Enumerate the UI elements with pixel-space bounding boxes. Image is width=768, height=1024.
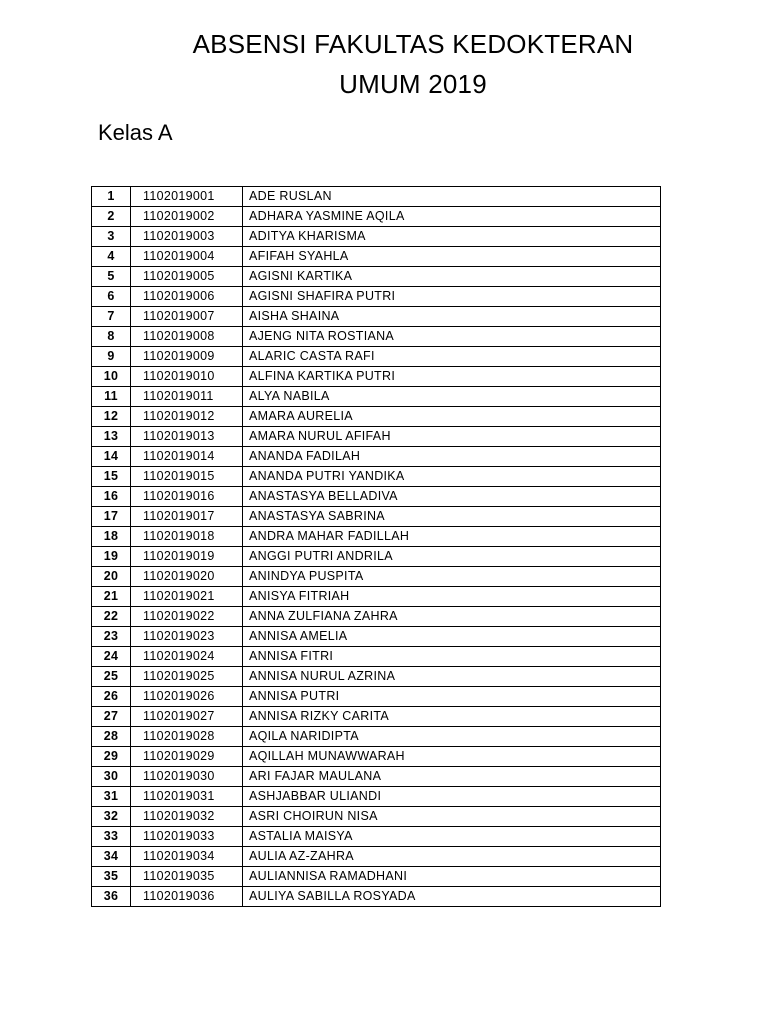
row-number: 20 bbox=[92, 567, 131, 587]
class-label: Kelas A bbox=[98, 120, 173, 145]
row-number: 8 bbox=[92, 327, 131, 347]
row-number: 16 bbox=[92, 487, 131, 507]
student-id: 1102019001 bbox=[131, 187, 243, 207]
student-name: ANINDYA PUSPITA bbox=[243, 567, 661, 587]
table-row bbox=[92, 867, 661, 887]
row-number: 17 bbox=[92, 507, 131, 527]
row-number: 5 bbox=[92, 267, 131, 287]
row-number: 19 bbox=[92, 547, 131, 567]
row-number: 14 bbox=[92, 447, 131, 467]
student-name: ANISYA FITRIAH bbox=[243, 587, 661, 607]
student-id: 1102019035 bbox=[131, 867, 243, 887]
student-name: ANNISA AMELIA bbox=[243, 627, 661, 647]
student-id: 1102019019 bbox=[131, 547, 243, 567]
row-number: 15 bbox=[92, 467, 131, 487]
student-id: 1102019008 bbox=[131, 327, 243, 347]
student-id: 1102019007 bbox=[131, 307, 243, 327]
table-row bbox=[92, 727, 661, 747]
student-id: 1102019026 bbox=[131, 687, 243, 707]
table-row bbox=[92, 687, 661, 707]
student-name: ANDRA MAHAR FADILLAH bbox=[243, 527, 661, 547]
table-row bbox=[92, 587, 661, 607]
student-name: ADE RUSLAN bbox=[243, 187, 661, 207]
table-row bbox=[92, 527, 661, 547]
row-number: 1 bbox=[92, 187, 131, 207]
table-row bbox=[92, 407, 661, 427]
student-id: 1102019016 bbox=[131, 487, 243, 507]
row-number: 13 bbox=[92, 427, 131, 447]
student-id: 1102019027 bbox=[131, 707, 243, 727]
student-name: ADITYA KHARISMA bbox=[243, 227, 661, 247]
student-id: 1102019029 bbox=[131, 747, 243, 767]
table-row bbox=[92, 567, 661, 587]
table-row bbox=[92, 467, 661, 487]
row-number: 28 bbox=[92, 727, 131, 747]
student-id: 1102019020 bbox=[131, 567, 243, 587]
attendance-table bbox=[91, 186, 661, 907]
table-row bbox=[92, 327, 661, 347]
student-name: AQILA NARIDIPTA bbox=[243, 727, 661, 747]
student-id: 1102019010 bbox=[131, 367, 243, 387]
student-id: 1102019036 bbox=[131, 887, 243, 907]
row-number: 32 bbox=[92, 807, 131, 827]
student-name: ALYA NABILA bbox=[243, 387, 661, 407]
student-id: 1102019013 bbox=[131, 427, 243, 447]
student-name: ASRI CHOIRUN NISA bbox=[243, 807, 661, 827]
table-row bbox=[92, 507, 661, 527]
student-id: 1102019022 bbox=[131, 607, 243, 627]
student-id: 1102019002 bbox=[131, 207, 243, 227]
row-number: 4 bbox=[92, 247, 131, 267]
student-id: 1102019012 bbox=[131, 407, 243, 427]
student-name: ANASTASYA SABRINA bbox=[243, 507, 661, 527]
student-name: ANANDA FADILAH bbox=[243, 447, 661, 467]
row-number: 6 bbox=[92, 287, 131, 307]
table-row bbox=[92, 207, 661, 227]
student-id: 1102019024 bbox=[131, 647, 243, 667]
row-number: 26 bbox=[92, 687, 131, 707]
table-row bbox=[92, 287, 661, 307]
table-row bbox=[92, 627, 661, 647]
student-id: 1102019034 bbox=[131, 847, 243, 867]
row-number: 11 bbox=[92, 387, 131, 407]
table-row bbox=[92, 827, 661, 847]
table-row bbox=[92, 647, 661, 667]
row-number: 18 bbox=[92, 527, 131, 547]
student-id: 1102019033 bbox=[131, 827, 243, 847]
student-name: ADHARA YASMINE AQILA bbox=[243, 207, 661, 227]
table-row bbox=[92, 767, 661, 787]
table-row bbox=[92, 267, 661, 287]
row-number: 31 bbox=[92, 787, 131, 807]
student-id: 1102019009 bbox=[131, 347, 243, 367]
row-number: 24 bbox=[92, 647, 131, 667]
student-id: 1102019031 bbox=[131, 787, 243, 807]
table-row bbox=[92, 667, 661, 687]
row-number: 25 bbox=[92, 667, 131, 687]
row-number: 12 bbox=[92, 407, 131, 427]
student-name: AMARA NURUL AFIFAH bbox=[243, 427, 661, 447]
student-name: AULIYA SABILLA ROSYADA bbox=[243, 887, 661, 907]
table-row bbox=[92, 607, 661, 627]
student-name: AQILLAH MUNAWWARAH bbox=[243, 747, 661, 767]
student-name: AULIA AZ-ZAHRA bbox=[243, 847, 661, 867]
student-name: AGISNI KARTIKA bbox=[243, 267, 661, 287]
table-row bbox=[92, 787, 661, 807]
table-row bbox=[92, 427, 661, 447]
row-number: 34 bbox=[92, 847, 131, 867]
student-name: ANNISA RIZKY CARITA bbox=[243, 707, 661, 727]
table-row bbox=[92, 847, 661, 867]
table-row bbox=[92, 447, 661, 467]
student-id: 1102019018 bbox=[131, 527, 243, 547]
table-row bbox=[92, 387, 661, 407]
table-row bbox=[92, 747, 661, 767]
student-id: 1102019032 bbox=[131, 807, 243, 827]
table-row bbox=[92, 187, 661, 207]
student-name: ALARIC CASTA RAFI bbox=[243, 347, 661, 367]
student-id: 1102019004 bbox=[131, 247, 243, 267]
student-name: ANNISA NURUL AZRINA bbox=[243, 667, 661, 687]
row-number: 27 bbox=[92, 707, 131, 727]
table-row bbox=[92, 367, 661, 387]
table-row bbox=[92, 247, 661, 267]
row-number: 23 bbox=[92, 627, 131, 647]
student-id: 1102019017 bbox=[131, 507, 243, 527]
student-name: ANNISA PUTRI bbox=[243, 687, 661, 707]
student-id: 1102019025 bbox=[131, 667, 243, 687]
student-id: 1102019021 bbox=[131, 587, 243, 607]
row-number: 21 bbox=[92, 587, 131, 607]
table-row bbox=[92, 307, 661, 327]
row-number: 36 bbox=[92, 887, 131, 907]
student-name: ASTALIA MAISYA bbox=[243, 827, 661, 847]
row-number: 2 bbox=[92, 207, 131, 227]
table-row bbox=[92, 347, 661, 367]
student-id: 1102019023 bbox=[131, 627, 243, 647]
student-id: 1102019011 bbox=[131, 387, 243, 407]
student-name: AGISNI SHAFIRA PUTRI bbox=[243, 287, 661, 307]
student-name: ANGGI PUTRI ANDRILA bbox=[243, 547, 661, 567]
document-title-line-1: ABSENSI FAKULTAS KEDOKTERAN bbox=[192, 29, 634, 59]
student-id: 1102019006 bbox=[131, 287, 243, 307]
row-number: 33 bbox=[92, 827, 131, 847]
table-row bbox=[92, 487, 661, 507]
student-name: AFIFAH SYAHLA bbox=[243, 247, 661, 267]
row-number: 22 bbox=[92, 607, 131, 627]
student-name: AJENG NITA ROSTIANA bbox=[243, 327, 661, 347]
row-number: 3 bbox=[92, 227, 131, 247]
row-number: 7 bbox=[92, 307, 131, 327]
row-number: 35 bbox=[92, 867, 131, 887]
student-name: ARI FAJAR MAULANA bbox=[243, 767, 661, 787]
table-row bbox=[92, 807, 661, 827]
student-name: AMARA AURELIA bbox=[243, 407, 661, 427]
table-row bbox=[92, 227, 661, 247]
student-id: 1102019030 bbox=[131, 767, 243, 787]
student-name: ANANDA PUTRI YANDIKA bbox=[243, 467, 661, 487]
row-number: 29 bbox=[92, 747, 131, 767]
table-row bbox=[92, 547, 661, 567]
document-title-line-2: UMUM 2019 bbox=[339, 69, 487, 99]
student-name: ANNA ZULFIANA ZAHRA bbox=[243, 607, 661, 627]
student-name: ASHJABBAR ULIANDI bbox=[243, 787, 661, 807]
row-number: 9 bbox=[92, 347, 131, 367]
row-number: 30 bbox=[92, 767, 131, 787]
student-name: AISHA SHAINA bbox=[243, 307, 661, 327]
student-name: ANASTASYA BELLADIVA bbox=[243, 487, 661, 507]
table-row bbox=[92, 707, 661, 727]
student-name: ANNISA FITRI bbox=[243, 647, 661, 667]
attendance-table-body bbox=[92, 187, 661, 907]
student-id: 1102019005 bbox=[131, 267, 243, 287]
student-id: 1102019003 bbox=[131, 227, 243, 247]
row-number: 10 bbox=[92, 367, 131, 387]
student-name: AULIANNISA RAMADHANI bbox=[243, 867, 661, 887]
student-name: ALFINA KARTIKA PUTRI bbox=[243, 367, 661, 387]
student-id: 1102019014 bbox=[131, 447, 243, 467]
table-row bbox=[92, 887, 661, 907]
student-id: 1102019015 bbox=[131, 467, 243, 487]
student-id: 1102019028 bbox=[131, 727, 243, 747]
